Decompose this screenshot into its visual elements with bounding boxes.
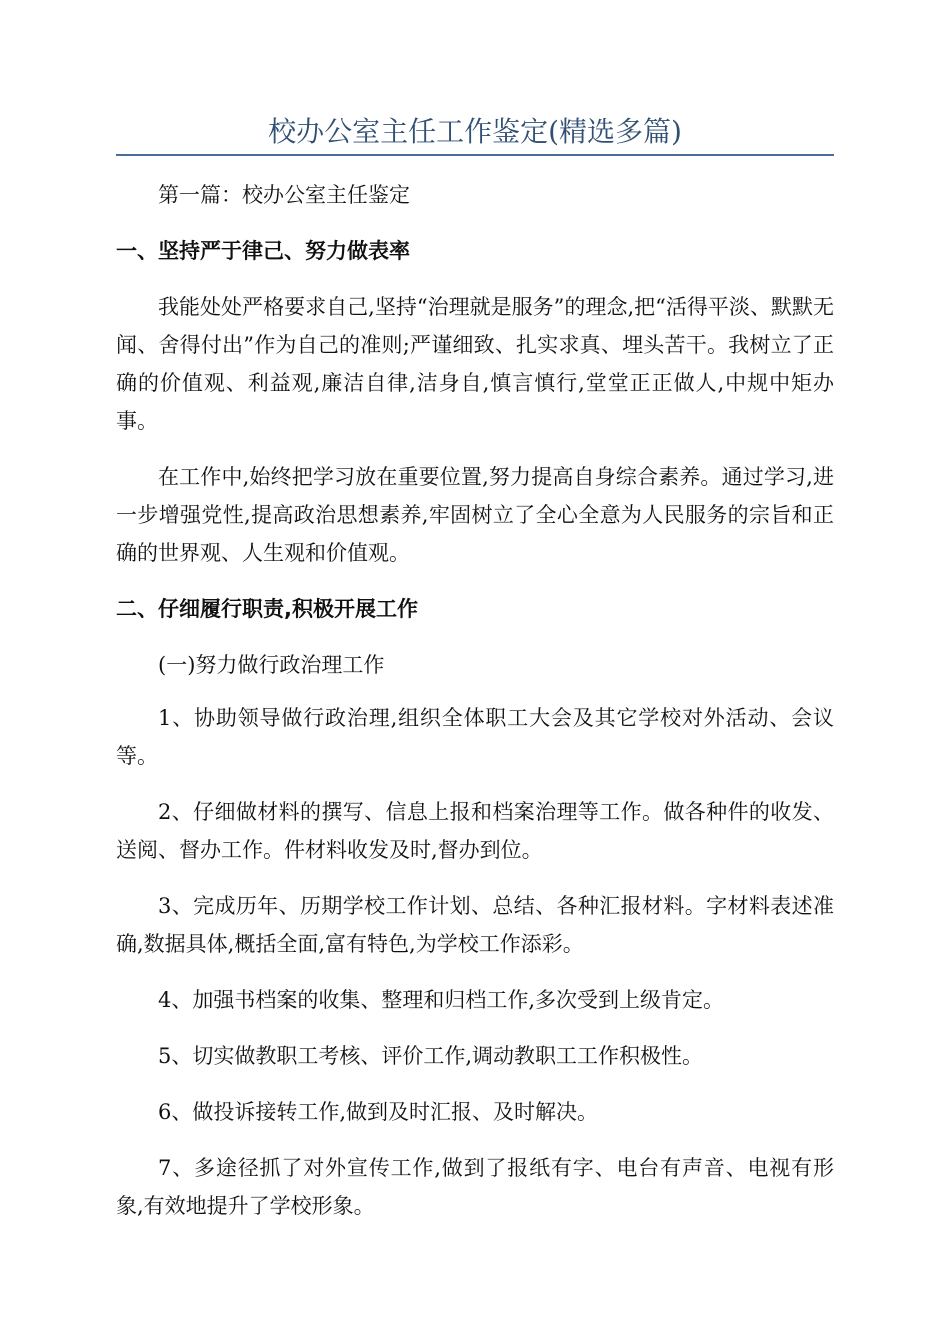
document-title: 校办公室主任工作鉴定(精选多篇) bbox=[268, 115, 682, 148]
paragraph-1: 我能处处严格要求自己,坚持“治理就是服务”的理念,把“活得平淡、默默无闻、舍得付出”作为自己的准则;严谨细致、扎实求真、埋头苦干。我树立了正确的价值观、利益观,廉洁自律,洁身自,慎言慎行,堂堂正正做人,中规中矩办事。 bbox=[116, 295, 834, 433]
section-heading-1: 一、坚持严于律己、努力做表率 bbox=[116, 239, 410, 263]
section-heading-2: 二、仔细履行职责,积极开展工作 bbox=[116, 597, 418, 621]
list-item: 6、做投诉接转工作,做到及时汇报、及时解决。 bbox=[158, 1100, 599, 1124]
list-item: 7、多途径抓了对外宣传工作,做到了报纸有字、电台有声音、电视有形象,有效地提升了学校形象。 bbox=[116, 1156, 834, 1218]
paragraph-2: 在工作中,始终把学习放在重要位置,努力提高自身综合素养。通过学习,进一步增强党性,提高政治思想素养,牢固树立了全心全意为人民服务的宗旨和正确的世界观、人生观和价值观。 bbox=[116, 465, 834, 565]
subheading: (一)努力做行政治理工作 bbox=[158, 653, 385, 677]
list-item: 4、加强书档案的收集、整理和归档工作,多次受到上级肯定。 bbox=[158, 988, 725, 1012]
list-item: 3、完成历年、历期学校工作计划、总结、各种汇报材料。字材料表述准确,数据具体,概括全面,富有特色,为学校工作添彩。 bbox=[116, 894, 834, 956]
list-item: 1、协助领导做行政治理,组织全体职工大会及其它学校对外活动、会议等。 bbox=[116, 706, 834, 768]
list-item: 5、切实做教职工考核、评价工作,调动教职工工作积极性。 bbox=[158, 1044, 704, 1068]
list-item: 2、仔细做材料的撰写、信息上报和档案治理等工作。做各种件的收发、送阅、督办工作。件材料收发及时,督办到位。 bbox=[116, 800, 834, 862]
document-body bbox=[116, 176, 834, 1243]
section-subtitle: 第一篇：校办公室主任鉴定 bbox=[158, 183, 410, 207]
title-underline bbox=[116, 154, 834, 156]
